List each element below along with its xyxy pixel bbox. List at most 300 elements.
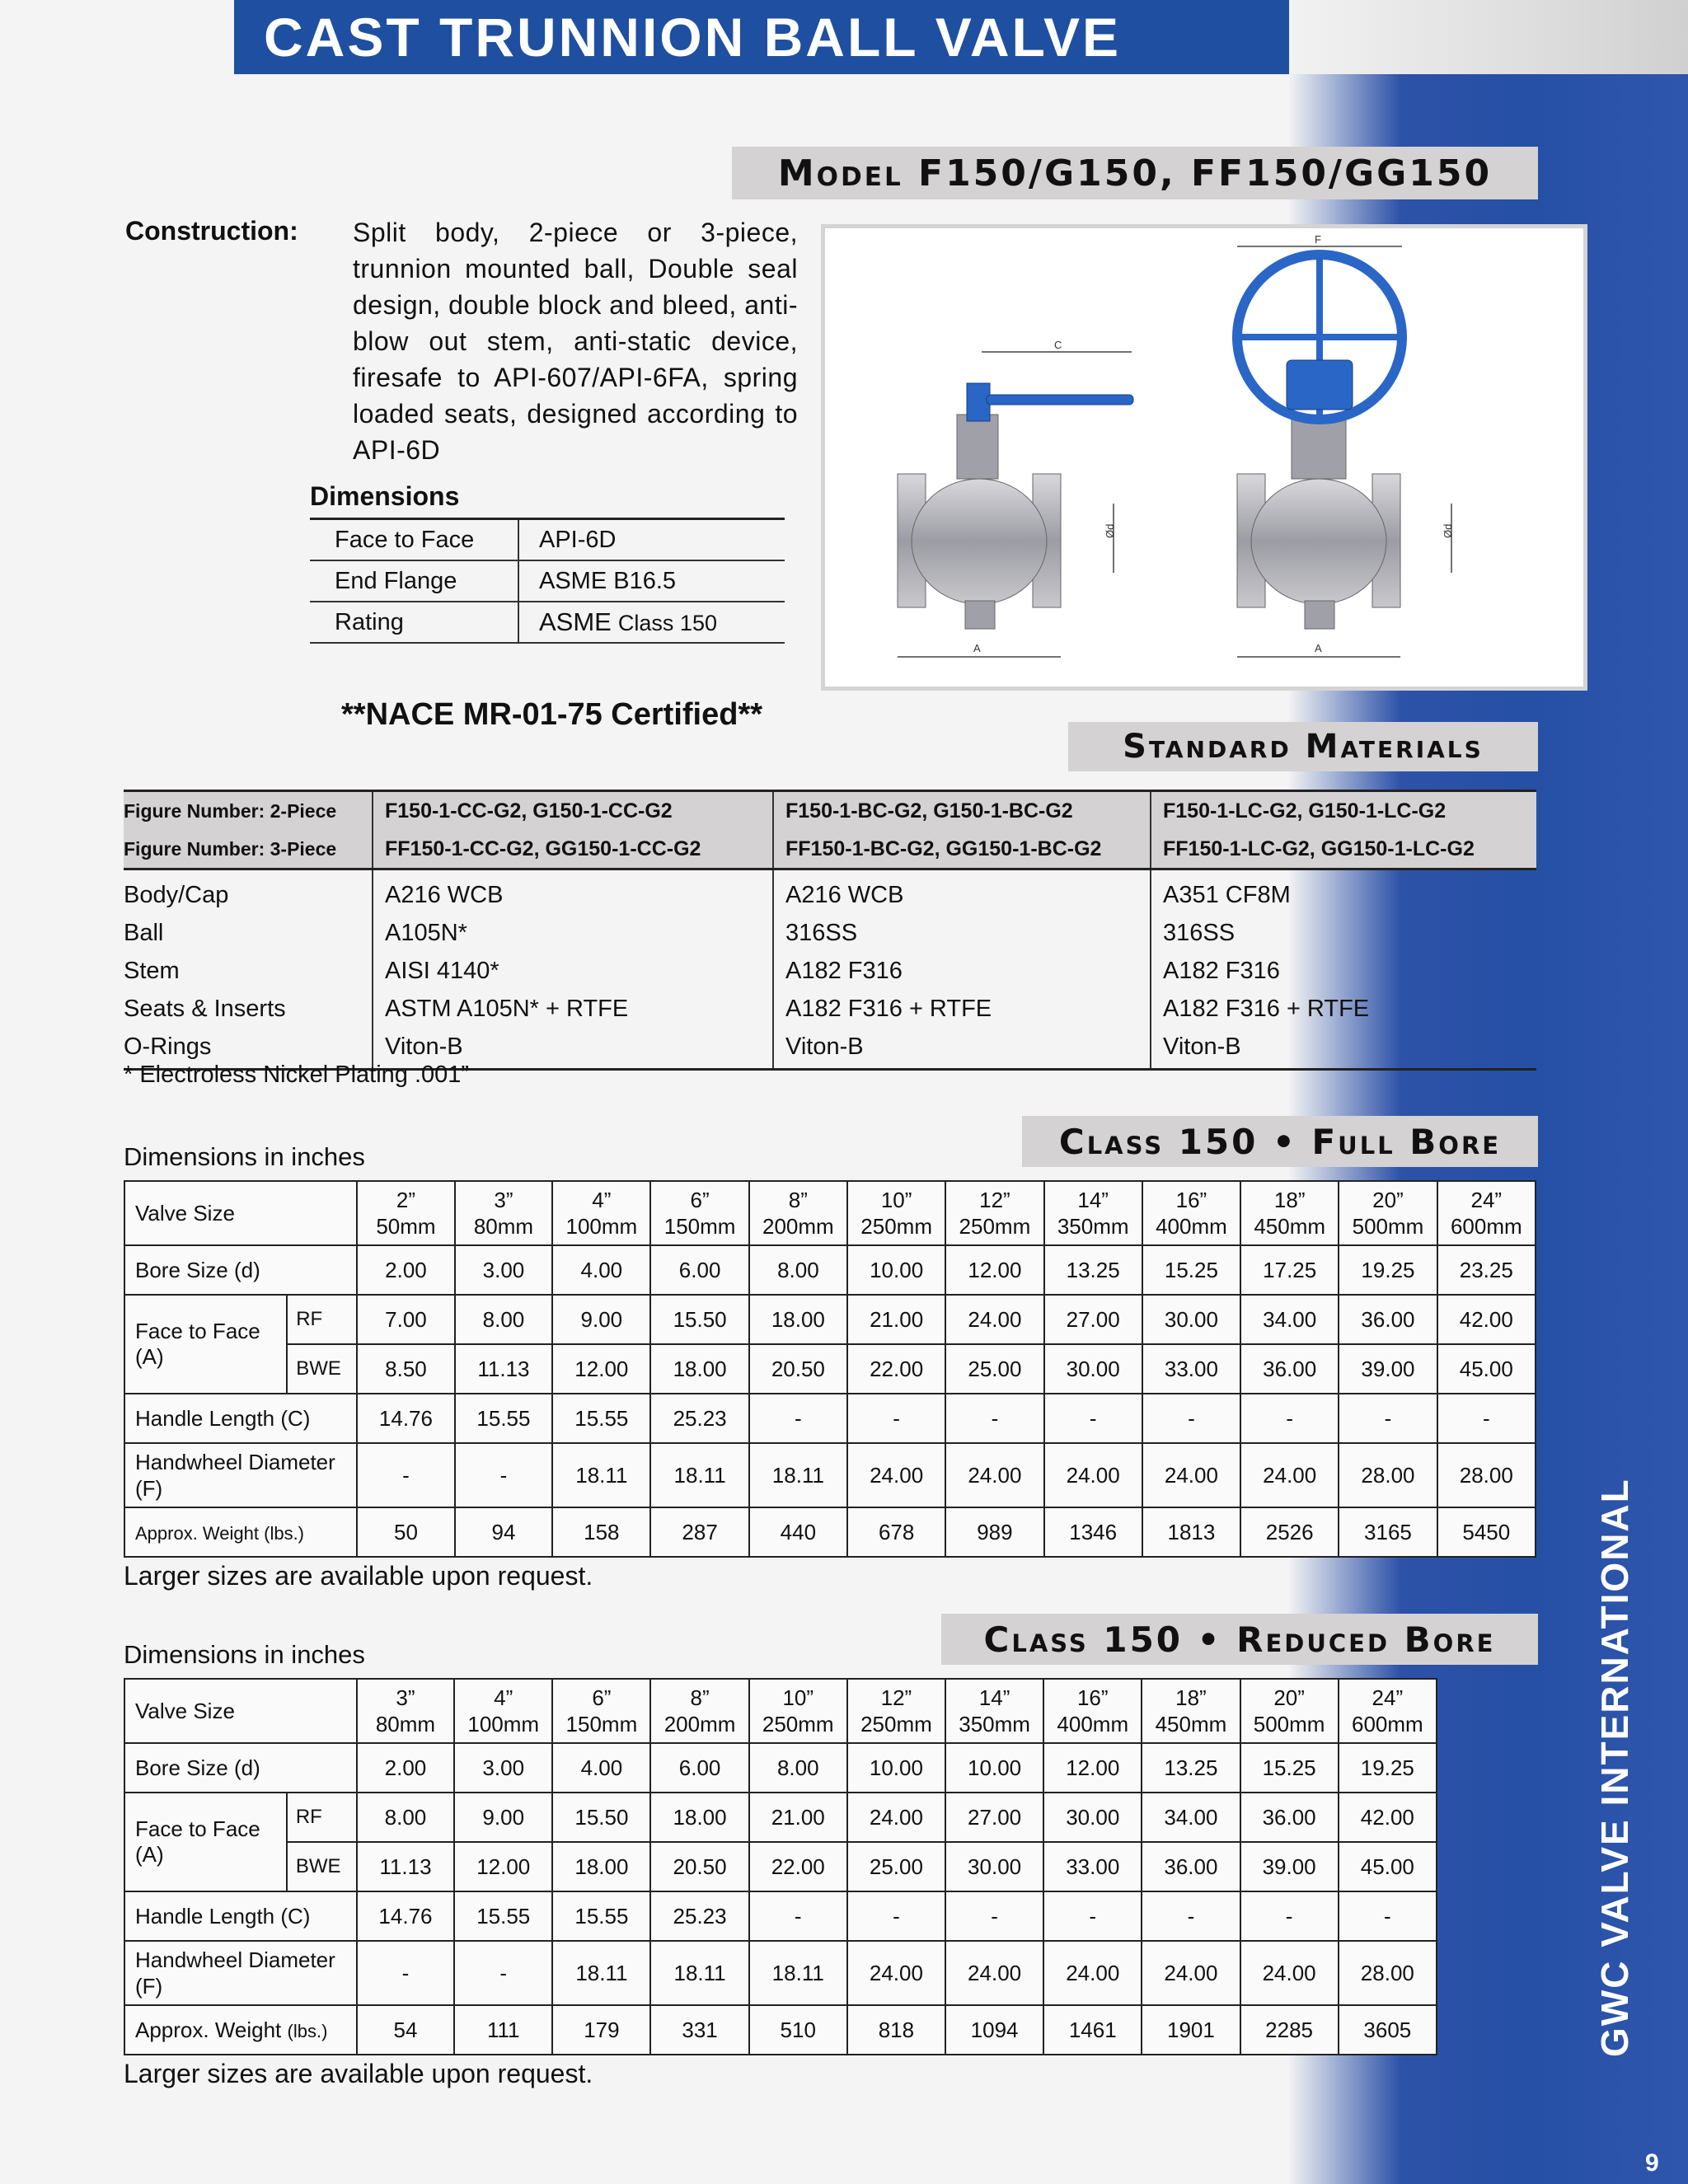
size-inches: 18” bbox=[1273, 1188, 1306, 1212]
bore-size-cell: 4.00 bbox=[552, 1743, 650, 1793]
handwheel-diameter-cell: - bbox=[454, 1941, 552, 2005]
bore-size-cell: 2.00 bbox=[357, 1245, 455, 1295]
bore-size-cell: 17.25 bbox=[1240, 1245, 1339, 1295]
size-mm: 250mm bbox=[959, 1214, 1031, 1239]
figure-number: FF150-1-CC-G2, GG150-1-CC-G2 bbox=[373, 830, 773, 869]
weight-cell: 3165 bbox=[1339, 1507, 1437, 1557]
valve-size-cell bbox=[945, 1181, 1043, 1245]
handwheel-diameter-cell: 18.11 bbox=[650, 1941, 748, 2005]
material-cell: Viton-B bbox=[773, 1028, 1151, 1070]
handwheel-diameter-cell: 28.00 bbox=[1339, 1941, 1437, 2005]
table-row bbox=[124, 990, 1536, 1028]
handwheel-diameter-cell: 24.00 bbox=[945, 1941, 1043, 2005]
bwe-cell: 36.00 bbox=[1142, 1842, 1240, 1891]
handle-length-cell: - bbox=[1240, 1394, 1339, 1443]
figure-label: Figure Number: 3-Piece bbox=[124, 830, 373, 869]
handwheel-diameter-cell: 24.00 bbox=[1043, 1941, 1142, 2005]
material-cell: 316SS bbox=[1151, 914, 1536, 952]
bore-size-cell: 15.25 bbox=[1240, 1743, 1339, 1793]
rf-cell: 42.00 bbox=[1437, 1295, 1536, 1344]
figure-number: F150-1-CC-G2, G150-1-CC-G2 bbox=[373, 791, 773, 831]
weight-cell: 2526 bbox=[1240, 1507, 1339, 1557]
weight-cell: 1094 bbox=[945, 2005, 1043, 2055]
size-inches: 20” bbox=[1273, 1685, 1305, 1710]
handwheel-diameter-cell: 24.00 bbox=[847, 1443, 945, 1507]
size-inches: 6” bbox=[592, 1685, 612, 1710]
size-inches: 12” bbox=[979, 1188, 1010, 1212]
material-cell: A105N* bbox=[373, 914, 773, 952]
table-row bbox=[124, 1245, 1536, 1295]
handwheel-diameter-cell: 18.11 bbox=[650, 1443, 748, 1507]
rf-cell: 8.00 bbox=[455, 1295, 553, 1344]
reduced-bore-table bbox=[124, 1678, 1437, 2055]
model-banner: Model F150/G150, FF150/GG150 bbox=[732, 147, 1538, 199]
full-bore-footnote: Larger sizes are available upon request. bbox=[124, 1561, 593, 1591]
weight-cell: 1461 bbox=[1043, 2005, 1142, 2055]
rf-cell: 42.00 bbox=[1339, 1793, 1437, 1842]
full-bore-table bbox=[124, 1180, 1536, 1558]
valve-size-cell bbox=[749, 1181, 847, 1245]
dimension-value: API-6D bbox=[518, 519, 785, 561]
handwheel-diameter-label: Handwheel Diameter (F) bbox=[124, 1941, 357, 2005]
material-cell: A182 F316 bbox=[1151, 952, 1536, 990]
bore-size-cell: 10.00 bbox=[847, 1245, 945, 1295]
weight-cell: 3605 bbox=[1339, 2005, 1437, 2055]
rf-cell: 30.00 bbox=[1142, 1295, 1240, 1344]
rf-cell: 27.00 bbox=[945, 1793, 1043, 1842]
dimensions-table bbox=[310, 518, 785, 644]
size-mm: 600mm bbox=[1450, 1214, 1522, 1239]
valve-size-cell bbox=[1142, 1679, 1240, 1743]
bwe-label: BWE bbox=[287, 1344, 357, 1394]
rf-cell: 9.00 bbox=[454, 1793, 552, 1842]
bore-size-cell: 3.00 bbox=[455, 1245, 553, 1295]
handle-length-cell: 25.23 bbox=[650, 1394, 748, 1443]
figure-number: FF150-1-LC-G2, GG150-1-LC-G2 bbox=[1151, 830, 1536, 869]
dimension-label: Face to Face bbox=[310, 519, 518, 561]
size-mm: 150mm bbox=[663, 1214, 736, 1239]
size-inches: 8” bbox=[788, 1188, 808, 1212]
dimension-value bbox=[518, 602, 785, 643]
part-name: Stem bbox=[124, 957, 180, 984]
handwheel-diameter-cell: 18.11 bbox=[749, 1941, 847, 2005]
size-inches: 24” bbox=[1372, 1685, 1404, 1710]
valve-size-cell bbox=[650, 1679, 748, 1743]
handwheel-diameter-cell: 24.00 bbox=[847, 1941, 945, 2005]
figure-label: Figure Number: 2-Piece bbox=[124, 791, 373, 831]
handle-length-cell: 14.76 bbox=[357, 1891, 454, 1941]
valve-size-cell bbox=[1240, 1679, 1339, 1743]
dimension-a-label: A bbox=[1315, 642, 1322, 654]
valve-size-cell bbox=[847, 1181, 945, 1245]
full-bore-banner: Class 150 • Full Bore bbox=[1022, 1116, 1538, 1167]
size-mm: 250mm bbox=[860, 1712, 932, 1736]
rf-label: RF bbox=[287, 1793, 357, 1842]
size-inches: 14” bbox=[978, 1685, 1010, 1710]
table-row bbox=[310, 519, 785, 561]
lever-valve-drawing bbox=[898, 339, 1133, 657]
handle-length-cell: - bbox=[1142, 1891, 1240, 1941]
material-cell: ASTM A105N* + RTFE bbox=[373, 990, 773, 1028]
valve-size-cell bbox=[1339, 1181, 1437, 1245]
handle-length-cell: 15.55 bbox=[455, 1394, 553, 1443]
valve-size-cell bbox=[1142, 1181, 1240, 1245]
reduced-bore-footnote: Larger sizes are available upon request. bbox=[124, 2059, 593, 2088]
weight-cell: 5450 bbox=[1437, 1507, 1536, 1557]
size-inches: 18” bbox=[1175, 1685, 1207, 1710]
bore-size-label: Bore Size (d) bbox=[124, 1743, 357, 1793]
bwe-cell: 33.00 bbox=[1142, 1344, 1240, 1394]
table-row bbox=[310, 602, 785, 643]
part-name: Ball bbox=[124, 919, 164, 946]
size-inches: 6” bbox=[690, 1188, 710, 1212]
material-cell: Viton-B bbox=[1151, 1028, 1536, 1070]
valve-size-cell bbox=[454, 1679, 552, 1743]
rf-cell: 8.00 bbox=[357, 1793, 454, 1842]
bwe-cell: 33.00 bbox=[1043, 1842, 1142, 1891]
bwe-cell: 45.00 bbox=[1339, 1842, 1437, 1891]
weight-cell: 989 bbox=[945, 1507, 1043, 1557]
handle-length-cell: 15.55 bbox=[552, 1891, 650, 1941]
handle-length-label: Handle Length (C) bbox=[124, 1394, 357, 1443]
bwe-cell: 45.00 bbox=[1437, 1344, 1536, 1394]
rf-cell: 24.00 bbox=[847, 1793, 945, 1842]
bore-size-label: Bore Size (d) bbox=[124, 1245, 357, 1295]
size-mm: 200mm bbox=[663, 1712, 736, 1736]
weight-label-text: Approx. Weight bbox=[135, 2017, 282, 2042]
table-row bbox=[124, 1793, 1437, 1842]
size-inches: 8” bbox=[690, 1685, 710, 1710]
weight-cell: 440 bbox=[749, 1507, 847, 1557]
material-cell: A216 WCB bbox=[373, 869, 773, 915]
size-mm: 250mm bbox=[762, 1712, 834, 1736]
size-inches: 3” bbox=[396, 1685, 415, 1710]
bore-size-cell: 12.00 bbox=[945, 1245, 1043, 1295]
valve-diagram bbox=[821, 224, 1587, 691]
valve-size-cell bbox=[1437, 1181, 1536, 1245]
weight-cell: 678 bbox=[847, 1507, 945, 1557]
size-inches: 4” bbox=[494, 1685, 513, 1710]
weight-cell: 50 bbox=[357, 1507, 455, 1557]
weight-cell: 2285 bbox=[1240, 2005, 1339, 2055]
size-mm: 250mm bbox=[860, 1214, 932, 1239]
table-row bbox=[310, 560, 785, 602]
weight-cell: 54 bbox=[357, 2005, 454, 2055]
bwe-cell: 20.50 bbox=[650, 1842, 748, 1891]
bore-size-cell: 13.25 bbox=[1142, 1743, 1240, 1793]
material-cell: AISI 4140* bbox=[373, 952, 773, 990]
handle-length-cell: 15.55 bbox=[552, 1394, 650, 1443]
handwheel-diameter-cell: 24.00 bbox=[945, 1443, 1043, 1507]
bwe-cell: 30.00 bbox=[1044, 1344, 1142, 1394]
dimension-value: ASME B16.5 bbox=[518, 560, 785, 602]
figure-number: F150-1-LC-G2, G150-1-LC-G2 bbox=[1151, 791, 1536, 831]
bore-size-cell: 10.00 bbox=[945, 1743, 1043, 1793]
handwheel-diameter-cell: 18.11 bbox=[552, 1443, 650, 1507]
rf-cell: 21.00 bbox=[847, 1295, 945, 1344]
rf-cell: 15.50 bbox=[552, 1793, 650, 1842]
reduced-bore-units-label: Dimensions in inches bbox=[124, 1640, 365, 1669]
bore-size-cell: 4.00 bbox=[552, 1245, 650, 1295]
weight-cell: 1346 bbox=[1044, 1507, 1142, 1557]
bwe-cell: 12.00 bbox=[552, 1344, 650, 1394]
handwheel-diameter-cell: 24.00 bbox=[1240, 1443, 1339, 1507]
weight-cell: 287 bbox=[650, 1507, 748, 1557]
size-mm: 350mm bbox=[1057, 1214, 1129, 1239]
handwheel-diameter-cell: 28.00 bbox=[1437, 1443, 1536, 1507]
size-inches: 10” bbox=[782, 1685, 814, 1710]
valve-size-cell bbox=[455, 1181, 553, 1245]
face-to-face-label: Face to Face (A) bbox=[124, 1793, 287, 1891]
rating-value: ASME bbox=[539, 607, 612, 636]
rf-cell: 34.00 bbox=[1142, 1793, 1240, 1842]
table-row bbox=[124, 1181, 1536, 1245]
dimension-a-label: A bbox=[973, 642, 981, 654]
rf-cell: 9.00 bbox=[552, 1295, 650, 1344]
face-to-face-label: Face to Face (A) bbox=[124, 1295, 287, 1394]
rf-cell: 18.00 bbox=[749, 1295, 847, 1344]
size-mm: 50mm bbox=[376, 1214, 436, 1239]
bwe-cell: 12.00 bbox=[454, 1842, 552, 1891]
dimensions-title: Dimensions bbox=[310, 481, 460, 511]
weight-cell: 179 bbox=[552, 2005, 650, 2055]
dimension-label: End Flange bbox=[310, 560, 518, 602]
size-mm: 400mm bbox=[1156, 1214, 1227, 1239]
bwe-cell: 39.00 bbox=[1339, 1344, 1437, 1394]
handle-length-cell: - bbox=[749, 1891, 847, 1941]
handwheel-diameter-cell: - bbox=[357, 1941, 454, 2005]
handle-length-cell: - bbox=[1437, 1394, 1536, 1443]
table-row bbox=[124, 914, 1536, 952]
material-cell: A182 F316 + RTFE bbox=[1151, 990, 1536, 1028]
bwe-cell: 8.50 bbox=[357, 1344, 455, 1394]
rf-cell: 24.00 bbox=[945, 1295, 1043, 1344]
rating-class: Class 150 bbox=[617, 611, 717, 635]
bwe-cell: 22.00 bbox=[749, 1842, 847, 1891]
bwe-cell: 39.00 bbox=[1240, 1842, 1339, 1891]
size-mm: 100mm bbox=[565, 1214, 638, 1239]
table-row bbox=[124, 952, 1536, 990]
figure-number: F150-1-BC-G2, G150-1-BC-G2 bbox=[773, 791, 1151, 831]
part-name: Body/Cap bbox=[124, 881, 229, 908]
handwheel-diameter-cell: - bbox=[455, 1443, 553, 1507]
rf-cell: 21.00 bbox=[749, 1793, 847, 1842]
valve-size-cell bbox=[847, 1679, 945, 1743]
handwheel-diameter-cell: 18.11 bbox=[552, 1941, 650, 2005]
table-row bbox=[124, 1743, 1437, 1793]
valve-size-cell bbox=[650, 1181, 748, 1245]
handwheel-diameter-cell: 28.00 bbox=[1339, 1443, 1437, 1507]
table-row bbox=[124, 1344, 1536, 1394]
bwe-cell: 25.00 bbox=[945, 1344, 1043, 1394]
handwheel-diameter-cell: 24.00 bbox=[1240, 1941, 1339, 2005]
weight-cell: 818 bbox=[847, 2005, 945, 2055]
size-inches: 2” bbox=[396, 1188, 416, 1212]
rf-label: RF bbox=[287, 1295, 357, 1344]
bwe-cell: 11.13 bbox=[357, 1842, 454, 1891]
handle-length-cell: - bbox=[847, 1891, 945, 1941]
weight-cell: 510 bbox=[749, 2005, 847, 2055]
material-cell: A351 CF8M bbox=[1151, 869, 1536, 915]
material-cell: A182 F316 bbox=[773, 952, 1151, 990]
rf-cell: 36.00 bbox=[1240, 1793, 1339, 1842]
handle-length-cell: - bbox=[945, 1891, 1043, 1941]
material-cell: 316SS bbox=[773, 914, 1151, 952]
rf-cell: 36.00 bbox=[1339, 1295, 1437, 1344]
table-row bbox=[124, 2005, 1437, 2055]
valve-size-cell bbox=[1044, 1181, 1142, 1245]
size-inches: 14” bbox=[1077, 1188, 1109, 1212]
size-inches: 12” bbox=[880, 1685, 912, 1710]
valve-size-cell bbox=[749, 1679, 847, 1743]
handle-length-cell: 14.76 bbox=[357, 1394, 455, 1443]
bore-size-cell: 23.25 bbox=[1437, 1245, 1536, 1295]
table-row bbox=[124, 1842, 1437, 1891]
handwheel-diameter-label: Handwheel Diameter (F) bbox=[124, 1443, 357, 1507]
bore-size-cell: 8.00 bbox=[749, 1743, 847, 1793]
bwe-cell: 20.50 bbox=[749, 1344, 847, 1394]
page-title: CAST TRUNNION BALL VALVE bbox=[234, 0, 1289, 74]
rf-cell: 18.00 bbox=[650, 1793, 748, 1842]
materials-banner: Standard Materials bbox=[1068, 722, 1538, 771]
bwe-label: BWE bbox=[287, 1842, 357, 1891]
materials-note: * Electroless Nickel Plating .001” bbox=[124, 1062, 470, 1088]
weight-label-unit: (lbs.) bbox=[287, 2020, 328, 2041]
company-name: GWC VALVE INTERNATIONAL bbox=[1593, 1478, 1636, 2057]
bore-size-cell: 19.25 bbox=[1339, 1245, 1437, 1295]
bwe-cell: 36.00 bbox=[1240, 1344, 1339, 1394]
size-inches: 16” bbox=[1076, 1685, 1109, 1710]
handle-length-cell: - bbox=[945, 1394, 1043, 1443]
dimension-c-label: C bbox=[1054, 339, 1062, 351]
weight-cell: 331 bbox=[650, 2005, 748, 2055]
table-row bbox=[124, 1679, 1437, 1743]
handwheel-diameter-cell: 24.00 bbox=[1044, 1443, 1142, 1507]
size-mm: 80mm bbox=[473, 1214, 534, 1239]
handwheel-diameter-cell: 24.00 bbox=[1142, 1443, 1240, 1507]
handle-length-cell: - bbox=[1339, 1891, 1437, 1941]
handle-length-cell: - bbox=[1240, 1891, 1339, 1941]
bore-size-cell: 19.25 bbox=[1339, 1743, 1437, 1793]
weight-cell: 158 bbox=[552, 1507, 650, 1557]
rf-cell: 15.50 bbox=[650, 1295, 748, 1344]
table-row bbox=[124, 1394, 1536, 1443]
material-cell: A182 F316 + RTFE bbox=[773, 990, 1151, 1028]
size-inches: 3” bbox=[494, 1188, 513, 1212]
bore-size-cell: 3.00 bbox=[454, 1743, 552, 1793]
size-inches: 24” bbox=[1470, 1188, 1503, 1212]
valve-size-cell bbox=[552, 1181, 650, 1245]
valve-size-label: Valve Size bbox=[124, 1679, 357, 1743]
bore-size-cell: 6.00 bbox=[650, 1245, 748, 1295]
handle-length-cell: 15.55 bbox=[454, 1891, 552, 1941]
handle-length-cell: - bbox=[1043, 1891, 1142, 1941]
handwheel-diameter-cell: 18.11 bbox=[749, 1443, 847, 1507]
bwe-cell: 18.00 bbox=[552, 1842, 650, 1891]
handwheel-diameter-cell: 24.00 bbox=[1142, 1941, 1240, 2005]
table-row bbox=[124, 1443, 1536, 1507]
valve-size-cell bbox=[1043, 1679, 1142, 1743]
size-mm: 450mm bbox=[1155, 1712, 1227, 1736]
bore-size-cell: 2.00 bbox=[357, 1743, 454, 1793]
table-row bbox=[124, 1507, 1536, 1557]
table-row bbox=[124, 1941, 1437, 2005]
size-mm: 200mm bbox=[762, 1214, 834, 1239]
handle-length-cell: 25.23 bbox=[650, 1891, 748, 1941]
weight-cell: 111 bbox=[454, 2005, 552, 2055]
page-number: 9 bbox=[1645, 2149, 1659, 2177]
material-cell: Viton-B bbox=[373, 1028, 773, 1070]
dimension-d-label: Ød bbox=[1104, 523, 1116, 538]
valve-size-cell bbox=[945, 1679, 1043, 1743]
handle-length-cell: - bbox=[749, 1394, 847, 1443]
size-mm: 350mm bbox=[959, 1712, 1030, 1736]
handle-length-cell: - bbox=[1142, 1394, 1240, 1443]
bore-size-cell: 15.25 bbox=[1142, 1245, 1240, 1295]
size-mm: 500mm bbox=[1253, 1712, 1325, 1736]
weight-cell: 1901 bbox=[1142, 2005, 1240, 2055]
bore-size-cell: 12.00 bbox=[1043, 1743, 1142, 1793]
weight-label bbox=[124, 2005, 357, 2055]
rf-cell: 27.00 bbox=[1044, 1295, 1142, 1344]
size-inches: 10” bbox=[880, 1188, 912, 1212]
valve-size-label: Valve Size bbox=[124, 1181, 357, 1245]
reduced-bore-banner: Class 150 • Reduced Bore bbox=[941, 1614, 1538, 1665]
size-inches: 4” bbox=[592, 1188, 612, 1212]
dimension-label: Rating bbox=[310, 602, 518, 643]
size-mm: 450mm bbox=[1254, 1214, 1326, 1239]
size-mm: 500mm bbox=[1352, 1214, 1424, 1239]
handle-length-label: Handle Length (C) bbox=[124, 1891, 357, 1941]
bwe-cell: 22.00 bbox=[847, 1344, 945, 1394]
nace-certification: **NACE MR-01-75 Certified** bbox=[341, 697, 763, 732]
size-inches: 20” bbox=[1372, 1188, 1404, 1212]
table-row bbox=[124, 791, 1536, 831]
handle-length-cell: - bbox=[1044, 1394, 1142, 1443]
dimension-f-label: F bbox=[1315, 233, 1321, 246]
handle-length-cell: - bbox=[1339, 1394, 1437, 1443]
bwe-cell: 25.00 bbox=[847, 1842, 945, 1891]
size-mm: 100mm bbox=[467, 1712, 540, 1736]
bwe-cell: 18.00 bbox=[650, 1344, 748, 1394]
handle-length-cell: - bbox=[847, 1394, 945, 1443]
valve-size-cell bbox=[1240, 1181, 1339, 1245]
bore-size-cell: 10.00 bbox=[847, 1743, 945, 1793]
rf-cell: 30.00 bbox=[1043, 1793, 1142, 1842]
handwheel-diameter-cell: - bbox=[357, 1443, 455, 1507]
bore-size-cell: 6.00 bbox=[650, 1743, 748, 1793]
table-row bbox=[124, 1295, 1536, 1344]
bore-size-cell: 13.25 bbox=[1044, 1245, 1142, 1295]
valve-size-cell bbox=[357, 1679, 454, 1743]
dimension-d-label: Ød bbox=[1442, 523, 1454, 538]
figure-number: FF150-1-BC-G2, GG150-1-BC-G2 bbox=[773, 830, 1151, 869]
rf-cell: 7.00 bbox=[357, 1295, 455, 1344]
valve-size-cell bbox=[357, 1181, 455, 1245]
bwe-cell: 30.00 bbox=[945, 1842, 1043, 1891]
weight-label-text: Approx. Weight (lbs.) bbox=[135, 1522, 305, 1544]
valve-size-cell bbox=[1339, 1679, 1437, 1743]
size-mm: 80mm bbox=[375, 1712, 436, 1736]
table-row bbox=[124, 830, 1536, 869]
valve-drawing bbox=[825, 228, 1583, 687]
weight-cell: 94 bbox=[455, 1507, 553, 1557]
valve-size-cell bbox=[552, 1679, 650, 1743]
size-inches: 16” bbox=[1175, 1188, 1207, 1212]
side-band-top bbox=[1289, 0, 1688, 74]
table-row bbox=[124, 1891, 1437, 1941]
weight-label bbox=[124, 1507, 357, 1557]
